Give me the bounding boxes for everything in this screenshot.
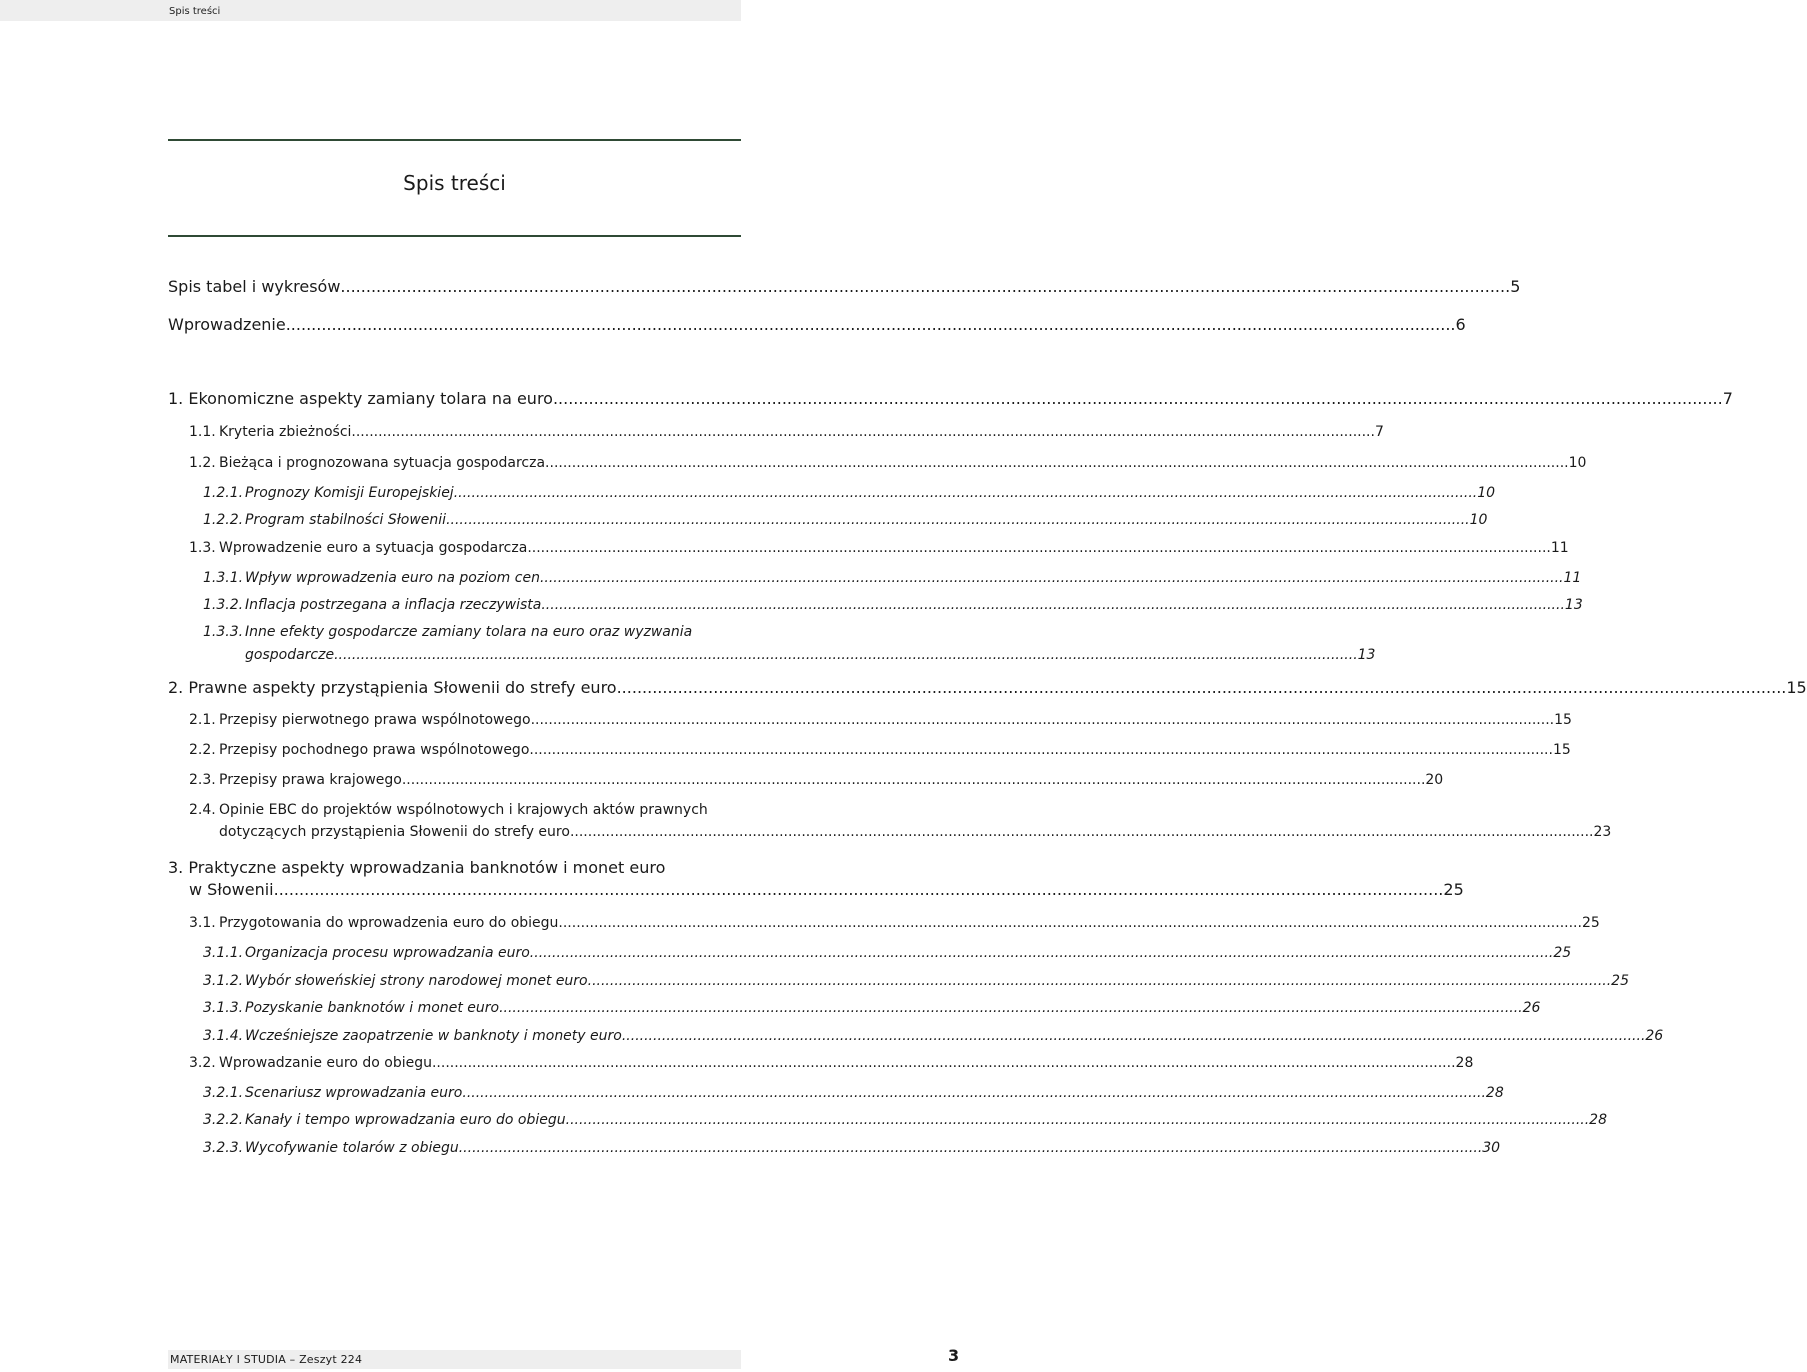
leader-dots [527,540,1551,556]
leader-dots [540,570,1564,586]
toc-entry-3-2-2[interactable] [203,1112,1607,1128]
toc-entry-3-1-3[interactable] [203,1000,1541,1016]
toc-entry-1-3[interactable] [189,540,1569,556]
toc-label: Scenariusz wprowadzania euro [245,1085,463,1101]
toc-number: 3.1.2. [203,973,244,989]
toc-entry-1-3-2[interactable] [203,597,1583,613]
toc-entry-1-3-3-line1[interactable] [203,624,692,640]
toc-number: 1.2.1. [203,485,244,501]
toc-label: Spis tabel i wykresów [168,277,341,296]
leader-dots [531,712,1555,728]
toc-entry-2-2[interactable] [189,742,1571,758]
toc-entry-1-2-2[interactable] [203,512,1488,528]
toc-page: 28 [1485,1085,1504,1101]
leader-dots [622,1028,1646,1044]
footer-publication: MATERIAŁY I STUDIA – Zeszyt 224 [170,1353,363,1366]
toc-page: 23 [1593,824,1612,840]
toc-label: Organizacja procesu wprowadzania euro [245,945,530,961]
toc-number: 3.1. [189,915,216,931]
toc-label-continued: gospodarcze [245,647,335,663]
leader-dots [286,315,1456,334]
toc-number: 1.3.2. [203,597,244,613]
toc-page: 10 [1568,455,1587,471]
toc-page: 7 [1374,424,1384,440]
toc-page: 26 [1645,1028,1664,1044]
toc-entry-1-2[interactable] [189,455,1587,471]
toc-number: 1.2. [189,455,216,471]
toc-number: 3.1.4. [203,1028,244,1044]
toc-page: 6 [1455,315,1466,334]
toc-entry-3-1-1[interactable] [203,945,1572,961]
toc-page: 13 [1357,647,1376,663]
toc-label: Wybór słoweńskiej strony narodowej monet euro [245,973,588,989]
toc-label: Wprowadzanie euro do obiegu [219,1055,432,1071]
toc-label: Przygotowania do wprowadzenia euro do obiegu [219,915,559,931]
toc-label: Wycofywanie tolarów z obiegu [245,1140,459,1156]
toc-entry-chapter-1[interactable] [168,389,1733,408]
toc-label-continued: w Słowenii [189,880,274,899]
leader-dots [462,1085,1486,1101]
leader-dots [553,389,1723,408]
toc-label: Program stabilności Słowenii [245,512,447,528]
toc-page: 28 [1455,1055,1474,1071]
leader-dots [566,1112,1590,1128]
toc-entry-chapter-2[interactable] [168,678,1807,697]
toc-entry-2-4-line1[interactable] [189,802,708,818]
toc-entry-tables-and-charts[interactable] [168,277,1521,296]
toc-page: 30 [1482,1140,1501,1156]
toc-page: 20 [1425,772,1444,788]
toc-page: 11 [1550,540,1569,556]
toc-page: 28 [1589,1112,1607,1128]
leader-dots [274,880,1444,899]
leader-dots [340,277,1510,296]
toc-number: 1.3.1. [203,570,244,586]
leader-dots [351,424,1375,440]
toc-number: 3.2.3. [203,1140,244,1156]
toc-entry-3-2-1[interactable] [203,1085,1504,1101]
toc-number: 1.3.3. [203,624,244,640]
leader-dots [402,772,1426,788]
page-number: 3 [948,1346,960,1365]
toc-label: Wpływ wprowadzenia euro na poziom cen [245,570,540,586]
leader-dots [499,1000,1523,1016]
toc-label: Kanały i tempo wprowadzania euro do obiegu [245,1112,566,1128]
running-header: Spis treści [169,6,221,17]
toc-entry-3-2[interactable] [189,1055,1474,1071]
toc-label: Kryteria zbieżności [219,424,352,440]
toc-label: Pozyskanie banknotów i monet euro [245,1000,500,1016]
toc-entry-3-2-3[interactable] [203,1140,1501,1156]
leader-dots [541,597,1565,613]
leader-dots [558,915,1582,931]
leader-dots [432,1055,1456,1071]
toc-entry-3-1-4[interactable] [203,1028,1664,1044]
toc-entry-introduction[interactable] [168,315,1466,334]
toc-entry-1-3-1[interactable] [203,570,1582,586]
toc-number: 1.1. [189,424,216,440]
toc-page: 15 [1552,742,1571,758]
toc-label: Wcześniejsze zaopatrzenie w banknoty i monety euro [245,1028,622,1044]
leader-dots [588,973,1612,989]
toc-number: 2.4. [189,802,216,818]
toc-label: 2. Prawne aspekty przystąpienia Słowenii do strefy euro [168,678,617,697]
toc-number: 3.1.1. [203,945,244,961]
toc-entry-chapter-3[interactable] [189,880,1464,899]
toc-page: 15 [1554,712,1572,728]
toc-label: Przepisy pierwotnego prawa wspólnotowego [219,712,531,728]
toc-label: Prognozy Komisji Europejskiej [245,485,454,501]
toc-page: 7 [1722,389,1733,408]
toc-label: Inflacja postrzegana a inflacja rzeczywista [245,597,542,613]
leader-dots [545,455,1569,471]
toc-number: 3.2. [189,1055,216,1071]
leader-dots [454,485,1478,501]
leader-dots [529,742,1553,758]
toc-page: 10 [1477,485,1496,501]
leader-dots [617,678,1787,697]
toc-entry-2-1[interactable] [189,712,1572,728]
toc-number: 3.2.1. [203,1085,244,1101]
toc-label-continued: dotyczących przystąpienia Słowenii do strefy euro [219,824,570,840]
toc-label: Wprowadzenie [168,315,286,334]
toc-number: 3.1.3. [203,1000,244,1016]
leader-dots [459,1140,1483,1156]
toc-label: Opinie EBC do projektów wspólnotowych i krajowych aktów prawnych [219,802,708,818]
toc-number: 3.2.2. [203,1112,244,1128]
leader-dots [570,824,1594,840]
toc-number: 1.3. [189,540,216,556]
toc-page: 25 [1553,945,1572,961]
toc-page: 10 [1469,512,1488,528]
header-band [0,0,741,21]
page-title: Spis treści [403,171,506,195]
toc-entry-3-1-2[interactable] [203,973,1629,989]
toc-page: 25 [1581,915,1600,931]
toc-entry-2-3[interactable] [189,772,1444,788]
toc-entry-1-3-3[interactable] [245,647,1376,663]
leader-dots [530,945,1554,961]
toc-label: Bieżąca i prognozowana sytuacja gospodarcza [219,455,546,471]
bottom-rule [168,235,741,237]
leader-dots [334,647,1358,663]
toc-number: 1.2.2. [203,512,244,528]
toc-page: 15 [1786,678,1807,697]
toc-entry-3-1[interactable] [189,915,1600,931]
leader-dots [446,512,1470,528]
toc-entry-chapter-3-line1[interactable]: 3. Praktyczne aspekty wprowadzania banknotów i monet euro [168,858,666,877]
toc-entry-1-2-1[interactable] [203,485,1496,501]
toc-number: 2.3. [189,772,216,788]
toc-entry-1-1[interactable] [189,424,1384,440]
toc-number: 2.2. [189,742,216,758]
toc-label: Inne efekty gospodarcze zamiany tolara na euro oraz wyzwania [245,624,693,640]
toc-entry-2-4[interactable] [219,824,1612,840]
toc-label: Przepisy prawa krajowego [219,772,402,788]
toc-page: 25 [1443,880,1464,899]
toc-page: 5 [1510,277,1521,296]
toc-page: 25 [1611,973,1629,989]
top-rule [168,139,741,141]
toc-number: 2.1. [189,712,216,728]
toc-label: Wprowadzenie euro a sytuacja gospodarcza [219,540,528,556]
toc-page: 26 [1522,1000,1541,1016]
toc-label: 1. Ekonomiczne aspekty zamiany tolara na euro [168,389,553,408]
toc-page: 11 [1563,570,1582,586]
toc-label: Przepisy pochodnego prawa wspólnotowego [219,742,530,758]
toc-page: 13 [1564,597,1583,613]
